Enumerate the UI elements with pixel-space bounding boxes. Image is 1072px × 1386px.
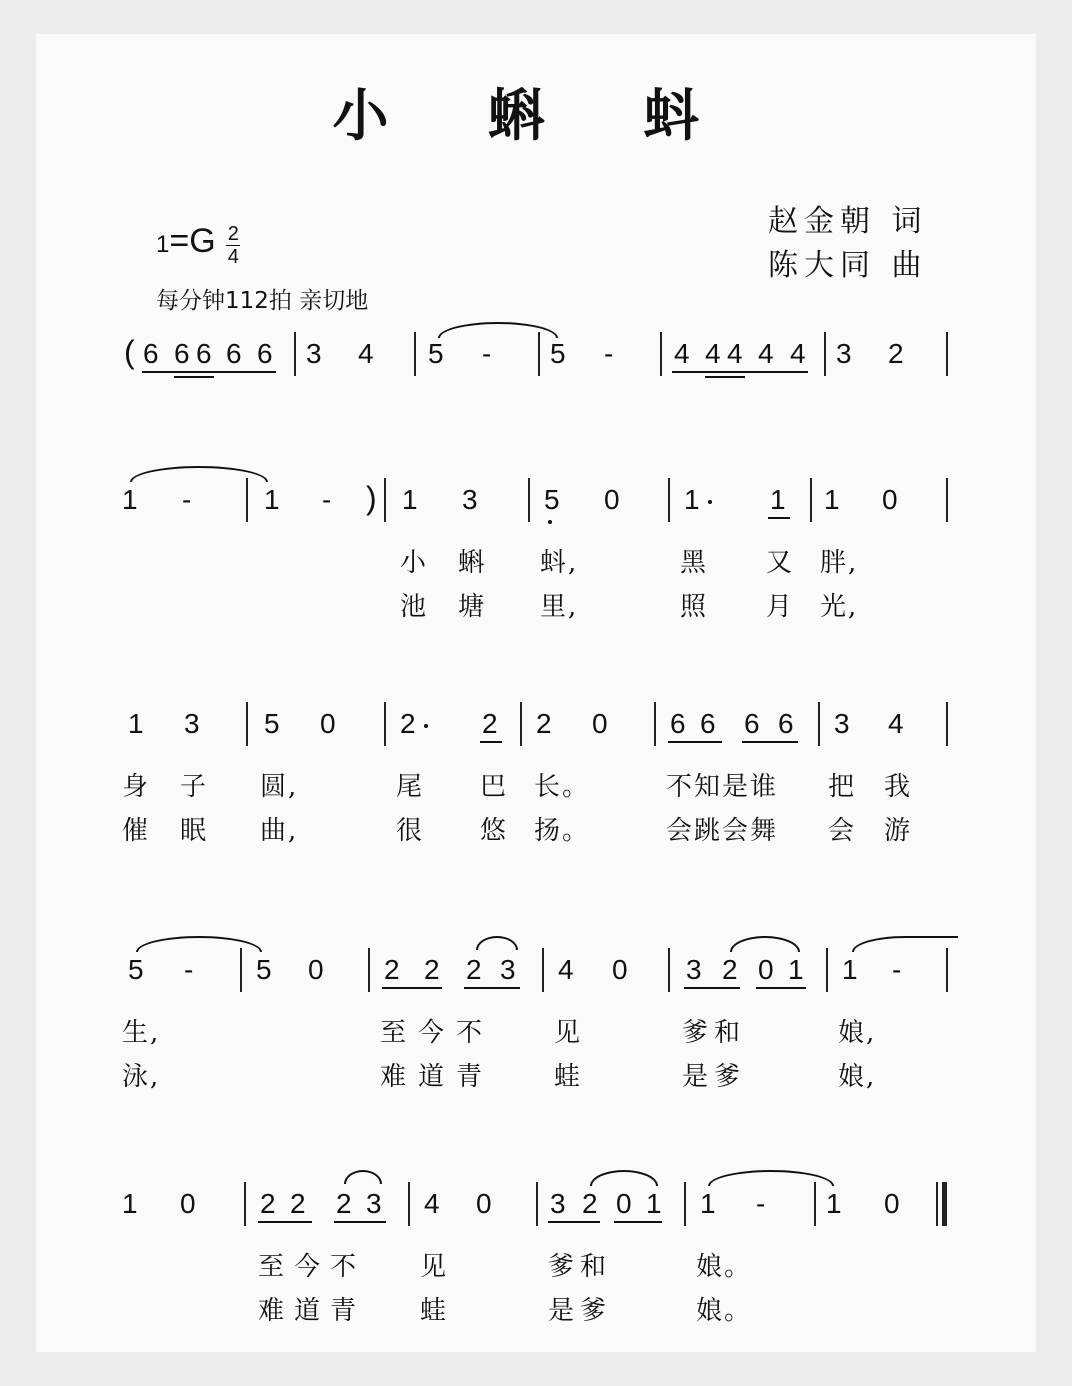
lyric: 娘。 [696,1296,753,1326]
note: - [182,484,192,515]
lyric: 身 [122,772,151,802]
barline [946,332,948,376]
barline [368,948,370,992]
barline [384,702,386,746]
lyric: 催 [122,816,151,846]
note: 2 [722,954,738,985]
note: 2 [888,338,904,369]
lyric: 子 [180,772,209,802]
lyric: 爹和 [548,1252,613,1282]
lyric: 悠 [480,816,509,846]
note: 5 [128,954,144,985]
note: 3 [366,1188,382,1219]
lyric: 光, [820,592,859,622]
note: 0 [884,1188,900,1219]
lyric: 很 [396,816,425,846]
lyric: 把 [828,772,857,802]
lyric: 至今不 [258,1252,367,1282]
barline [240,948,242,992]
note: 5 [264,708,280,739]
barline [408,1182,410,1226]
barline [668,478,670,522]
lyric: 是爹 [682,1062,747,1092]
note: 1 [122,1188,138,1219]
barline [528,478,530,522]
note: 5 [550,338,566,369]
barline [654,702,656,746]
note: 3 [686,954,702,985]
note: 4 [727,338,743,369]
note: 6 [143,338,159,369]
lyric: 见 [420,1252,449,1282]
lyric: 照 [680,592,709,622]
barline [414,332,416,376]
lyric: 又 [766,548,795,578]
note: 2 [482,708,498,739]
lyric: 至今不 [380,1018,495,1048]
note: 1 [402,484,418,515]
note: 1 [646,1188,662,1219]
lyric: 池 [400,592,429,622]
lyric: 蛙 [420,1296,449,1326]
barline [244,1182,246,1226]
beam-underline [334,1221,386,1223]
barline [246,478,248,522]
barline [384,478,386,522]
lyric: 泳, [122,1062,161,1092]
lyric: 生, [122,1018,161,1048]
beam-underline [756,987,806,989]
note: 1 [842,954,858,985]
composer-credit: 陈大同 曲 [768,248,928,283]
lyric: 蛙 [554,1062,583,1092]
note: 5 [256,954,272,985]
note: 6 [670,708,686,739]
note: 6 [744,708,760,739]
note: - [322,484,332,515]
note: 4 [358,338,374,369]
note: 5 [544,484,560,515]
note: 4 [424,1188,440,1219]
beam-underline [684,987,740,989]
barline [810,478,812,522]
barline [814,1182,816,1226]
note: 2 [582,1188,598,1219]
note: 0 [882,484,898,515]
note: 1 [788,954,804,985]
beam-underline [174,376,214,378]
note: 3 [836,338,852,369]
note: 2 [400,708,416,739]
lyric: 会 [828,816,857,846]
tempo-marking: 每分钟112拍 亲切地 [156,288,369,314]
beam-underline [480,741,502,743]
note: 6 [700,708,716,739]
lyric: 难道青 [258,1296,367,1326]
lyric: 游 [884,816,913,846]
barline [684,1182,686,1226]
note: 1 [770,484,786,515]
lyric: 塘 [458,592,487,622]
note: 4 [674,338,690,369]
lyric: 尾 [396,772,425,802]
note: 3 [306,338,322,369]
note: 1 [700,1188,716,1219]
lyric: 曲, [260,816,299,846]
lyric: 巴 [480,772,509,802]
beam-underline [668,741,722,743]
note: 2 [290,1188,306,1219]
barline [660,332,662,376]
lyric: 不知是谁 [666,772,779,802]
note: 6 [226,338,242,369]
note: 3 [462,484,478,515]
beam-underline [768,517,790,519]
lyric: 蝌 [458,548,487,578]
beam-underline [548,1221,600,1223]
barline [294,332,296,376]
barline [946,478,948,522]
note: 3 [550,1188,566,1219]
barline [936,1182,938,1226]
beam-underline [258,1221,312,1223]
lyric: 见 [554,1018,583,1048]
note: 6 [196,338,212,369]
note: 0 [308,954,324,985]
note: 3 [834,708,850,739]
note: 4 [790,338,806,369]
note: 6 [257,338,273,369]
note: 0 [476,1188,492,1219]
note: 2 [424,954,440,985]
barline [826,948,828,992]
note: 2 [336,1188,352,1219]
lyric: 扬。 [534,816,591,846]
beam-underline [742,741,798,743]
note: 0 [180,1188,196,1219]
dot-mark [708,500,712,504]
dot-mark [424,724,428,728]
note: - [604,338,614,369]
note: 3 [184,708,200,739]
paren-close: ) [366,480,377,516]
note: 0 [592,708,608,739]
note: 4 [705,338,721,369]
note: - [892,954,902,985]
beam-underline [464,987,520,989]
note: 2 [384,954,400,985]
note: 0 [612,954,628,985]
beam-underline [142,371,276,373]
note: 2 [260,1188,276,1219]
note: 0 [604,484,620,515]
note: 1 [684,484,700,515]
lyric: 黑 [680,548,709,578]
note: - [756,1188,766,1219]
note: 2 [466,954,482,985]
barline [946,702,948,746]
note: 2 [536,708,552,739]
note: 0 [320,708,336,739]
note: - [482,338,492,369]
barline [536,1182,538,1226]
lyric: 娘。 [696,1252,753,1282]
lyric: 会跳会舞 [666,816,779,846]
barline [668,948,670,992]
note: 4 [558,954,574,985]
lyric: 爹和 [682,1018,747,1048]
song-title: 小 蝌 蚪 [332,83,740,149]
barline [538,332,540,376]
lyric: 我 [884,772,913,802]
time-signature: $\frac{2}{4}$ [227,223,239,269]
lyric: 蚪, [540,548,579,578]
beam-underline [672,371,808,373]
barline [246,702,248,746]
barline [824,332,826,376]
lyric: 眠 [180,816,209,846]
barline [818,702,820,746]
barline [946,948,948,992]
lyric: 难道青 [380,1062,495,1092]
note: 0 [758,954,774,985]
barline [542,948,544,992]
lyric: 里, [540,592,579,622]
beam-underline [614,1221,662,1223]
note: 0 [616,1188,632,1219]
note: 1 [824,484,840,515]
note: 1 [128,708,144,739]
lyric: 胖, [820,548,859,578]
paren-open: ( [124,334,135,370]
note: 6 [778,708,794,739]
lyric: 圆, [260,772,299,802]
lyric: 小 [400,548,429,578]
note: 5 [428,338,444,369]
beam-underline [705,376,745,378]
dot-mark [548,520,552,524]
note: 4 [888,708,904,739]
note: 1 [264,484,280,515]
final-barline [942,1182,947,1226]
note: 3 [500,954,516,985]
lyric: 是爹 [548,1296,613,1326]
lyricist-credit: 赵金朝 词 [768,204,928,239]
beam-underline [382,987,442,989]
note: 4 [758,338,774,369]
barline [520,702,522,746]
lyric: 月 [766,592,795,622]
note: 6 [174,338,190,369]
note: 1 [826,1188,842,1219]
key-signature: $1=G \frac{2}{4}$ [156,222,239,269]
note: 1 [122,484,138,515]
lyric: 娘, [838,1018,877,1048]
note: - [184,954,194,985]
lyric: 长。 [534,772,591,802]
lyric: 娘, [838,1062,877,1092]
